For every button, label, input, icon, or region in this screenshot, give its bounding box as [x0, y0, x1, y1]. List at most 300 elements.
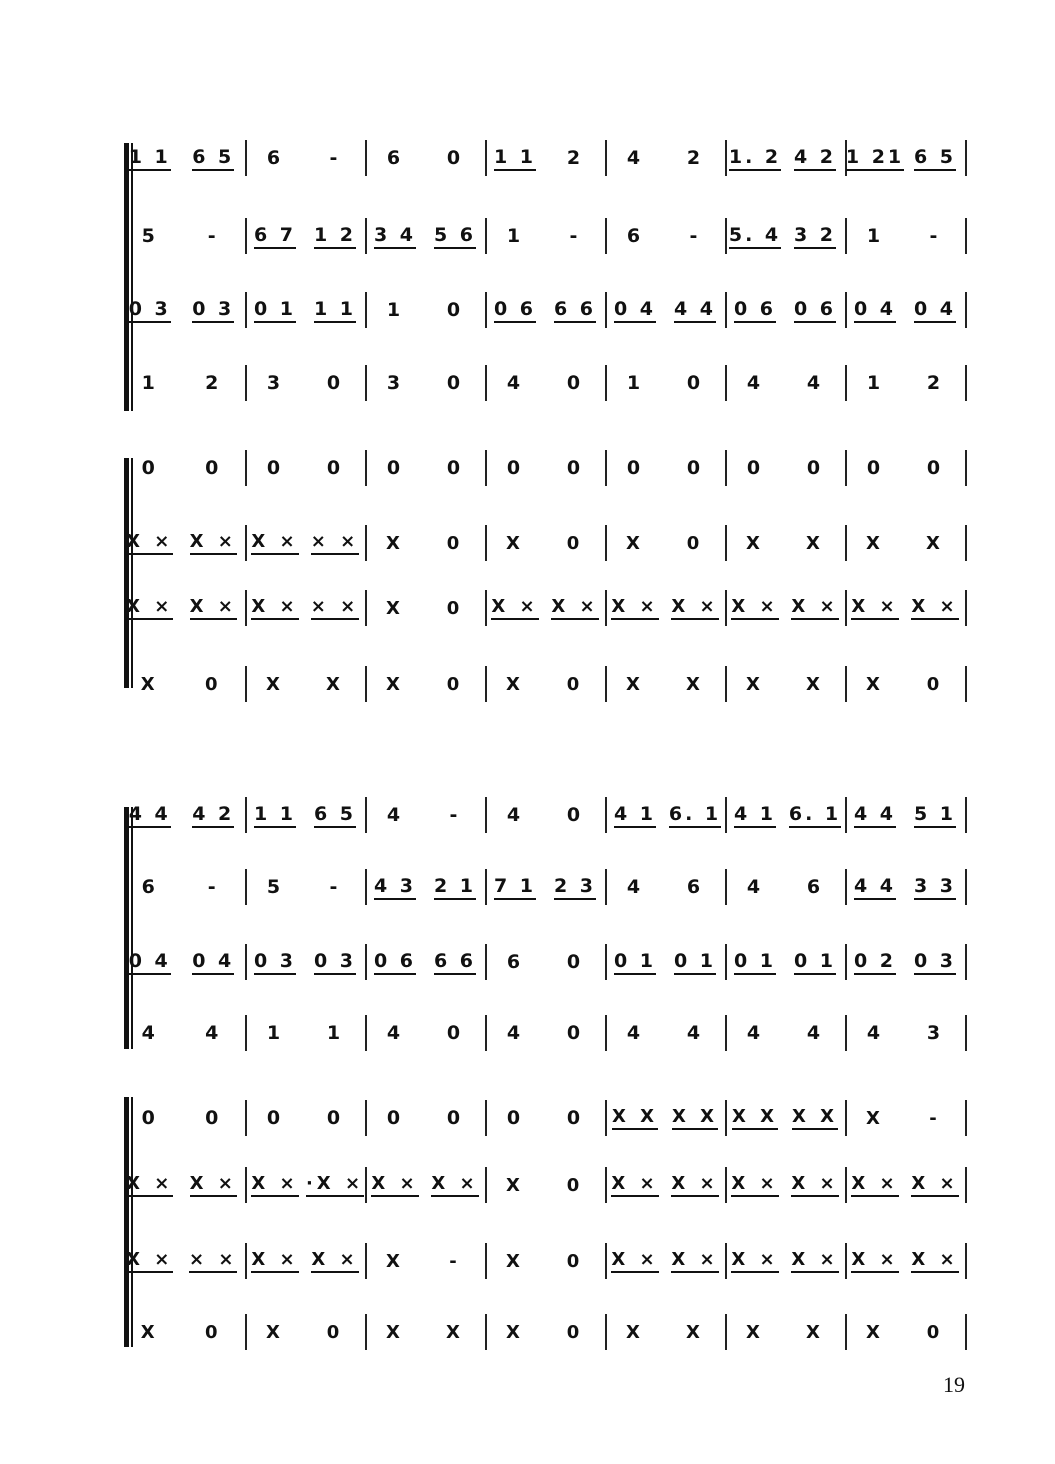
- note-beat: [249, 867, 301, 907]
- note-beat: [309, 1013, 361, 1053]
- note-beat: [489, 216, 541, 256]
- note-text: X ×: [371, 1173, 418, 1197]
- note-beat: [609, 664, 661, 704]
- note-beat: [489, 523, 541, 563]
- note-text: -: [449, 1250, 461, 1272]
- final-barline: [965, 450, 967, 486]
- note-text: 0 1: [794, 950, 836, 975]
- note-text: 1 1: [254, 803, 296, 828]
- note-text: 4 3: [374, 875, 416, 900]
- note-beat: [249, 290, 301, 330]
- note-text: 0: [686, 532, 704, 554]
- note-text: X: [686, 673, 704, 695]
- note-text: 0 1: [614, 950, 656, 975]
- note-beat: [669, 363, 721, 403]
- note-text: X ×: [251, 1249, 298, 1273]
- note-text: 0 6: [734, 298, 776, 323]
- note-beat: [789, 1165, 841, 1205]
- note-beat: [429, 867, 481, 907]
- barline: [245, 525, 247, 561]
- note-text: 4 2: [794, 146, 836, 171]
- note-text: 0: [204, 1321, 222, 1343]
- final-barline: [965, 797, 967, 833]
- barline: [845, 944, 847, 980]
- barline: [365, 450, 367, 486]
- note-beat: [489, 795, 541, 835]
- barline: [485, 1100, 487, 1136]
- final-barline: [965, 365, 967, 401]
- note-beat: [122, 664, 178, 704]
- barline: [845, 797, 847, 833]
- note-text: X: [866, 532, 884, 554]
- note-beat: [609, 1312, 661, 1352]
- note-text: 1: [506, 225, 524, 247]
- note-text: X ×: [126, 596, 173, 620]
- barline: [485, 869, 487, 905]
- barline: [845, 1100, 847, 1136]
- final-barline: [965, 869, 967, 905]
- note-beat: [122, 942, 178, 982]
- note-beat: [669, 448, 721, 488]
- note-text: 6 5: [192, 146, 234, 171]
- note-text: 0: [566, 532, 584, 554]
- note-text: X: [926, 532, 944, 554]
- note-text: 0 1: [674, 950, 716, 975]
- note-beat: [309, 867, 361, 907]
- note-text: 3 3: [914, 875, 956, 900]
- note-beat: [429, 1312, 481, 1352]
- note-text: 0: [506, 457, 524, 479]
- note-beat: [429, 1241, 481, 1281]
- note-text: X ×: [671, 596, 718, 620]
- barline: [725, 590, 727, 626]
- barline: [365, 1167, 367, 1203]
- barline: [725, 1314, 727, 1350]
- barline: [605, 590, 607, 626]
- note-text: 0: [506, 1107, 524, 1129]
- note-beat: [729, 363, 781, 403]
- note-beat: [729, 1098, 781, 1138]
- note-text: -: [569, 225, 581, 247]
- note-text: 6 7: [254, 224, 296, 249]
- note-text: 6 5: [914, 146, 956, 171]
- barline: [245, 1314, 247, 1350]
- note-beat: [549, 1312, 601, 1352]
- note-beat: [669, 588, 721, 628]
- note-text: 0 6: [794, 298, 836, 323]
- note-text: 0: [326, 457, 344, 479]
- note-beat: [186, 1165, 242, 1205]
- note-beat: [729, 1013, 781, 1053]
- part-row: [118, 138, 978, 178]
- note-text: X ×: [911, 1249, 958, 1273]
- barline: [485, 797, 487, 833]
- barline: [605, 666, 607, 702]
- note-text: 4: [686, 1022, 704, 1044]
- note-beat: [909, 1098, 961, 1138]
- barline: [605, 1167, 607, 1203]
- note-beat: [309, 1098, 361, 1138]
- note-text: X: [626, 1321, 644, 1343]
- note-text: 1 21: [846, 146, 904, 171]
- note-text: 2: [566, 147, 584, 169]
- note-text: X ×: [791, 596, 838, 620]
- part-row: [118, 664, 978, 704]
- note-text: 0: [566, 951, 584, 973]
- note-beat: [186, 1241, 242, 1281]
- note-text: 3: [386, 372, 404, 394]
- note-text: 0 6: [374, 950, 416, 975]
- barline: [725, 365, 727, 401]
- note-beat: [122, 363, 178, 403]
- part-row: [118, 1013, 978, 1053]
- barline: [485, 1243, 487, 1279]
- note-text: 2: [686, 147, 704, 169]
- note-text: 4 4: [129, 803, 171, 828]
- note-beat: [186, 363, 242, 403]
- note-text: 0 2: [854, 950, 896, 975]
- barline: [245, 1167, 247, 1203]
- note-text: 4: [141, 1022, 158, 1044]
- note-beat: [729, 1241, 781, 1281]
- note-beat: [909, 588, 961, 628]
- note-beat: [249, 448, 301, 488]
- note-text: X ×: [251, 596, 298, 620]
- note-beat: [369, 867, 421, 907]
- note-beat: [789, 1098, 841, 1138]
- barline: [845, 1167, 847, 1203]
- note-beat: [609, 216, 661, 256]
- note-beat: [249, 1165, 301, 1205]
- note-beat: [309, 1312, 361, 1352]
- barline: [605, 450, 607, 486]
- note-beat: [369, 942, 421, 982]
- final-barline: [965, 292, 967, 328]
- note-beat: [489, 290, 541, 330]
- barline: [725, 666, 727, 702]
- barline: [365, 1100, 367, 1136]
- part-row: [118, 290, 978, 330]
- note-beat: [609, 1165, 661, 1205]
- note-beat: [186, 290, 242, 330]
- note-text: 6: [266, 147, 284, 169]
- note-text: X: [806, 532, 824, 554]
- note-beat: [489, 588, 541, 628]
- note-text: X ×: [671, 1173, 718, 1197]
- note-text: X X: [612, 1106, 658, 1130]
- barline: [605, 944, 607, 980]
- note-text: 0 4: [914, 298, 956, 323]
- barline: [725, 292, 727, 328]
- barline: [725, 140, 727, 176]
- note-text: 6 6: [554, 298, 596, 323]
- note-beat: [309, 664, 361, 704]
- note-text: X: [506, 532, 524, 554]
- note-text: X ×: [611, 1249, 658, 1273]
- barline: [845, 292, 847, 328]
- note-text: X X: [792, 1106, 838, 1130]
- note-text: 6 5: [314, 803, 356, 828]
- barline: [245, 869, 247, 905]
- barline: [365, 292, 367, 328]
- note-text: X X: [672, 1106, 718, 1130]
- note-text: 0: [566, 804, 584, 826]
- note-text: X ×: [126, 1173, 173, 1197]
- note-text: X ×: [251, 531, 298, 555]
- note-text: X: [386, 673, 404, 695]
- note-beat: [849, 290, 901, 330]
- note-beat: [489, 138, 541, 178]
- barline: [365, 666, 367, 702]
- note-beat: [549, 1013, 601, 1053]
- note-text: X ×: [190, 1173, 237, 1197]
- note-beat: [669, 1241, 721, 1281]
- barline: [365, 218, 367, 254]
- note-beat: [849, 216, 901, 256]
- note-text: X: [806, 1321, 824, 1343]
- note-beat: [249, 1013, 301, 1053]
- note-text: X ×: [611, 1173, 658, 1197]
- note-text: 1: [326, 1022, 344, 1044]
- note-beat: [122, 795, 178, 835]
- note-text: -: [329, 147, 341, 169]
- barline: [485, 292, 487, 328]
- note-beat: [186, 1312, 242, 1352]
- note-beat: [849, 1013, 901, 1053]
- note-text: 0: [446, 372, 464, 394]
- note-beat: [429, 1098, 481, 1138]
- note-text: 1 1: [314, 298, 356, 323]
- note-beat: [849, 867, 901, 907]
- barline: [485, 590, 487, 626]
- note-text: X ×: [791, 1249, 838, 1273]
- note-beat: [669, 523, 721, 563]
- note-text: 0: [626, 457, 644, 479]
- note-text: 0: [266, 457, 284, 479]
- barline: [365, 365, 367, 401]
- note-beat: [429, 664, 481, 704]
- note-beat: [122, 1013, 178, 1053]
- note-beat: [609, 1098, 661, 1138]
- note-text: X: [386, 1250, 404, 1272]
- note-beat: [489, 942, 541, 982]
- note-text: X: [686, 1321, 704, 1343]
- note-beat: [249, 1312, 301, 1352]
- note-beat: [669, 290, 721, 330]
- note-beat: [309, 1241, 361, 1281]
- note-beat: [909, 942, 961, 982]
- note-text: -: [449, 804, 461, 826]
- note-text: -: [689, 225, 701, 247]
- barline: [605, 869, 607, 905]
- barline: [365, 797, 367, 833]
- note-beat: [909, 664, 961, 704]
- note-text: 4: [386, 1022, 404, 1044]
- barline: [365, 590, 367, 626]
- note-beat: [849, 1098, 901, 1138]
- note-text: 1: [866, 225, 884, 247]
- note-beat: [789, 942, 841, 982]
- note-text: 1 1: [129, 146, 171, 171]
- barline: [605, 1314, 607, 1350]
- note-text: X: [746, 673, 764, 695]
- note-beat: [549, 1241, 601, 1281]
- note-text: 3: [926, 1022, 944, 1044]
- note-beat: [729, 1312, 781, 1352]
- note-beat: [186, 448, 242, 488]
- note-beat: [309, 216, 361, 256]
- part-row: [118, 588, 978, 628]
- note-text: 0: [446, 457, 464, 479]
- note-text: 0: [566, 1250, 584, 1272]
- note-text: 1 1: [494, 146, 536, 171]
- note-beat: [369, 290, 421, 330]
- note-beat: [186, 1013, 242, 1053]
- barline: [245, 140, 247, 176]
- barline: [245, 450, 247, 486]
- note-text: × ×: [311, 596, 359, 620]
- note-beat: [729, 867, 781, 907]
- note-beat: [249, 523, 301, 563]
- barline: [725, 1100, 727, 1136]
- note-text: 3 4: [374, 224, 416, 249]
- barline: [365, 944, 367, 980]
- note-beat: [309, 942, 361, 982]
- note-beat: [669, 867, 721, 907]
- note-text: 4: [806, 1022, 824, 1044]
- note-text: 0: [926, 457, 944, 479]
- barline: [485, 1015, 487, 1051]
- barline: [365, 1243, 367, 1279]
- note-text: 1 2: [314, 224, 356, 249]
- note-text: 5: [266, 876, 284, 898]
- note-beat: [549, 1098, 601, 1138]
- note-text: 1: [386, 299, 404, 321]
- note-text: X: [866, 1321, 884, 1343]
- note-text: 2 3: [554, 875, 596, 900]
- note-text: X ×: [551, 596, 598, 620]
- barline: [725, 1167, 727, 1203]
- barline: [605, 1243, 607, 1279]
- note-text: 7 1: [494, 875, 536, 900]
- final-barline: [965, 590, 967, 626]
- note-beat: [789, 138, 841, 178]
- note-beat: [909, 1165, 961, 1205]
- note-text: X: [626, 673, 644, 695]
- barline: [485, 666, 487, 702]
- note-text: 4: [626, 147, 644, 169]
- barline: [725, 869, 727, 905]
- note-beat: [669, 1013, 721, 1053]
- note-text: X: [446, 1321, 464, 1343]
- note-beat: [249, 363, 301, 403]
- note-beat: [789, 290, 841, 330]
- note-text: 0 4: [129, 950, 171, 975]
- note-text: X: [506, 1250, 524, 1272]
- note-text: 4: [506, 1022, 524, 1044]
- barline: [845, 1314, 847, 1350]
- note-beat: [249, 588, 301, 628]
- note-beat: [249, 795, 301, 835]
- part-row: [118, 448, 978, 488]
- barline: [365, 1015, 367, 1051]
- note-text: 4 1: [614, 803, 656, 828]
- note-text: X ×: [731, 596, 778, 620]
- note-beat: [909, 216, 961, 256]
- note-beat: [249, 138, 301, 178]
- note-text: 0: [386, 457, 404, 479]
- note-text: X: [266, 673, 284, 695]
- note-text: 0: [566, 1107, 584, 1129]
- note-beat: [122, 1165, 178, 1205]
- barline: [485, 1314, 487, 1350]
- note-beat: [669, 795, 721, 835]
- note-beat: [489, 1241, 541, 1281]
- note-beat: [489, 363, 541, 403]
- note-beat: [186, 588, 242, 628]
- note-beat: [549, 448, 601, 488]
- note-text: X ×: [491, 596, 538, 620]
- note-text: X: [626, 532, 644, 554]
- barline: [245, 590, 247, 626]
- note-text: 1: [266, 1022, 284, 1044]
- note-text: 4 4: [854, 803, 896, 828]
- note-beat: [909, 448, 961, 488]
- barline: [725, 797, 727, 833]
- note-text: 0: [566, 1022, 584, 1044]
- note-text: X ×: [671, 1249, 718, 1273]
- note-text: X ×: [731, 1173, 778, 1197]
- note-beat: [729, 795, 781, 835]
- note-text: 6: [806, 876, 824, 898]
- barline: [725, 450, 727, 486]
- note-text: 0 3: [129, 298, 171, 323]
- part-row: [118, 795, 978, 835]
- note-text: X ×: [431, 1173, 478, 1197]
- barline: [845, 450, 847, 486]
- note-beat: [309, 523, 361, 563]
- note-text: 4: [626, 1022, 644, 1044]
- note-beat: [789, 216, 841, 256]
- note-text: X: [326, 673, 344, 695]
- note-text: 0 3: [314, 950, 356, 975]
- note-text: 5 1: [914, 803, 956, 828]
- note-text: X ×: [791, 1173, 838, 1197]
- note-text: 0: [566, 673, 584, 695]
- note-beat: [309, 588, 361, 628]
- note-text: 1: [626, 372, 644, 394]
- note-text: X ×: [851, 596, 898, 620]
- note-beat: [729, 448, 781, 488]
- note-beat: [249, 216, 301, 256]
- note-text: 0 4: [854, 298, 896, 323]
- note-beat: [122, 867, 178, 907]
- note-beat: [249, 942, 301, 982]
- note-text: 0 3: [254, 950, 296, 975]
- note-text: X: [140, 1321, 159, 1343]
- note-text: 1. 2: [729, 146, 781, 171]
- note-beat: [609, 523, 661, 563]
- note-beat: [489, 664, 541, 704]
- note-text: 0 4: [192, 950, 234, 975]
- barline: [845, 1243, 847, 1279]
- note-text: 4 1: [734, 803, 776, 828]
- note-text: X ×: [190, 531, 237, 555]
- note-text: 0: [141, 457, 158, 479]
- note-beat: [309, 290, 361, 330]
- barline: [725, 1015, 727, 1051]
- note-beat: [669, 216, 721, 256]
